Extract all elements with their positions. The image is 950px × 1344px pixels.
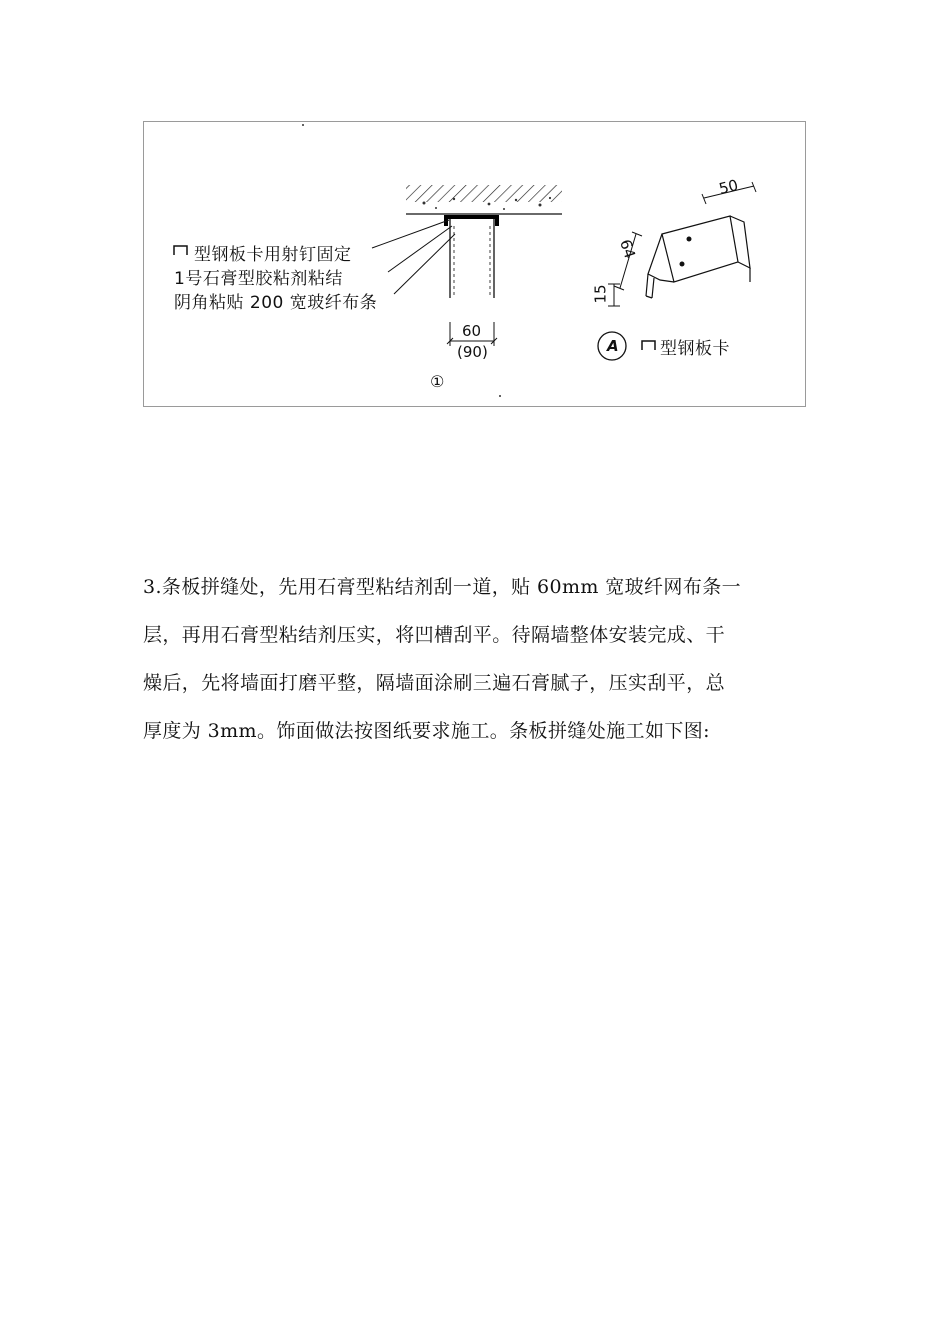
dimension-width-alt: (90)	[457, 343, 488, 361]
clip-nail-hole-2	[680, 262, 685, 267]
construction-detail-figure	[143, 121, 806, 407]
paragraph-line-2: 层，再用石膏型粘结剂压实，将凹槽刮平。待隔墙整体安装完成、干	[143, 624, 726, 646]
paragraph-line-4: 厚度为 3mm。饰面做法按图纸要求施工。条板拼缝处施工如下图:	[143, 720, 710, 742]
clip-nail-hole	[687, 237, 692, 242]
clip-symbol-icon-2	[642, 341, 655, 350]
dimension-width: 60	[462, 322, 482, 340]
label-adhesive: 1号石膏型胶粘剂粘结	[174, 269, 343, 289]
clip-dim-width: 50	[717, 175, 740, 199]
clip-caption: 型钢板卡	[660, 339, 730, 359]
clip-symbol-icon	[174, 246, 187, 255]
leader-lines	[372, 220, 455, 294]
label-fiberglass-strip: 阴角粘贴 200 宽玻纤布条	[174, 293, 378, 313]
detail-number: ①	[430, 372, 445, 391]
clip-dim-height: 15	[591, 284, 610, 304]
steel-clip-isometric	[646, 216, 750, 298]
steel-clip-section	[446, 217, 497, 226]
paragraph-line-1: 3.条板拼缝处，先用石膏型粘结剂刮一道，贴 60mm 宽玻纤网布条一	[143, 576, 742, 598]
paragraph-line-3: 燥后，先将墙面打磨平整，隔墙面涂刷三遍石膏腻子，压实刮平，总	[143, 672, 726, 694]
clip-dim-length: 64	[616, 237, 640, 261]
body-paragraph	[143, 563, 807, 755]
label-clip-fixing: 型钢板卡用射钉固定	[194, 245, 352, 265]
clip-callout-letter: A	[607, 337, 619, 355]
